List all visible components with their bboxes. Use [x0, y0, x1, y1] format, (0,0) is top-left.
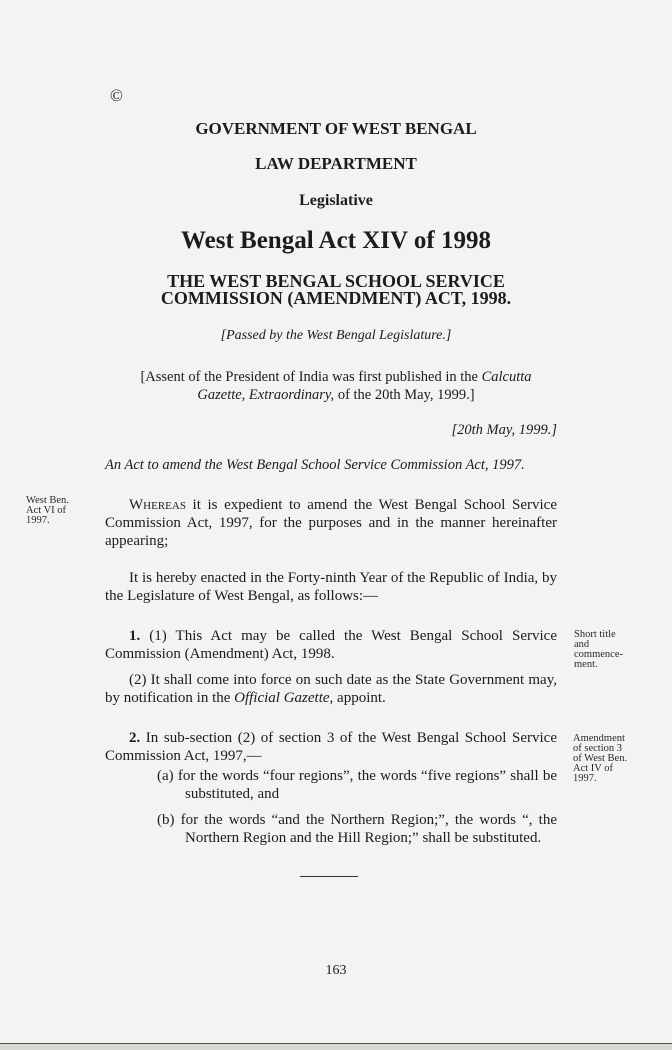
margin-note-amendment: [573, 734, 627, 784]
section-1-number: 1.: [129, 628, 141, 644]
whereas: Whereas: [129, 497, 186, 513]
preamble-text: it is expedient to amend the West Bengal School Service Commission Act, 1997, for the purposes and in the manner hereinafter appearing;: [105, 497, 557, 549]
passed-note: [0, 328, 672, 344]
margin-line: Act VI of: [26, 505, 67, 516]
section-1-1-text: (1) This Act may be called the West Bengal School Service Commission (Amendment) Act, 1998.: [105, 628, 557, 662]
government-heading: GOVERNMENT OF WEST BENGAL: [195, 119, 477, 138]
margin-line: and: [574, 639, 590, 650]
clause-b: (b) for the words “and the Northern Region;”, the words “, the Northern Region and the Hill Region;” shall be substituted.: [157, 812, 557, 846]
assent-post: of the 20th May, 1999.]: [334, 387, 475, 403]
margin-note-short-title: [574, 630, 623, 670]
section-1-1: [105, 627, 557, 663]
margin-line: Act IV of: [573, 763, 614, 774]
enacting-formula: It is hereby enacted in the Forty-ninth Year of the Republic of India, by the Legislature of West Bengal, as follows:—: [105, 570, 557, 604]
margin-note-preamble: [26, 496, 69, 526]
section-1-2-gazette: Official Gazette: [234, 690, 330, 706]
copyright-symbol: ©: [110, 86, 123, 105]
passed-text: [Passed by the West Bengal Legislature.]: [220, 328, 452, 343]
date-text: [20th May, 1999.]: [451, 422, 557, 438]
margin-line: 1997.: [26, 515, 50, 526]
margin-line: of section 3: [573, 743, 622, 754]
assent-pre: [Assent of the President of India was first published in the: [140, 369, 482, 385]
act-name-line2: COMMISSION (AMENDMENT) ACT, 1998.: [160, 288, 512, 308]
preamble: [105, 496, 557, 550]
margin-line: Short title: [574, 629, 616, 640]
margin-line: commence-: [574, 649, 623, 660]
margin-line: of West Ben.: [573, 753, 628, 764]
margin-line: ment.: [574, 659, 598, 670]
section-2-text: In sub-section (2) of section 3 of the West Bengal School Service Commission Act, 1997,—: [105, 730, 557, 764]
act-date: [451, 422, 557, 439]
section-2-number: 2.: [129, 730, 141, 746]
clause-a: (a) for the words “four regions”, the words “five regions” shall be substituted, and: [157, 768, 557, 802]
page-number: 163: [325, 963, 347, 978]
long-title-text: An Act to amend the West Bengal School Service Commission Act, 1997.: [105, 457, 525, 473]
margin-line: West Ben.: [26, 495, 69, 506]
act-name-line1: THE WEST BENGAL SCHOOL SERVICE: [167, 271, 505, 291]
margin-line: 1997.: [573, 773, 597, 784]
act-title: West Bengal Act XIV of 1998: [181, 227, 491, 254]
assent-gazette: Calcutta Gazette, Extraordinary,: [197, 369, 532, 403]
section-2: [105, 729, 557, 765]
margin-line: Amendment: [573, 733, 625, 744]
department-heading: LAW DEPARTMENT: [255, 154, 417, 173]
end-rule: [300, 876, 358, 877]
section-1-2: [105, 671, 557, 707]
section-1-2-post: , appoint.: [329, 690, 386, 706]
section-heading: Legislative: [299, 192, 373, 209]
long-title: [105, 456, 557, 474]
section-1-2-pre: (2) It shall come into force on such date as the State Government may, by notification in the: [105, 672, 557, 706]
assent-note: [120, 368, 552, 404]
